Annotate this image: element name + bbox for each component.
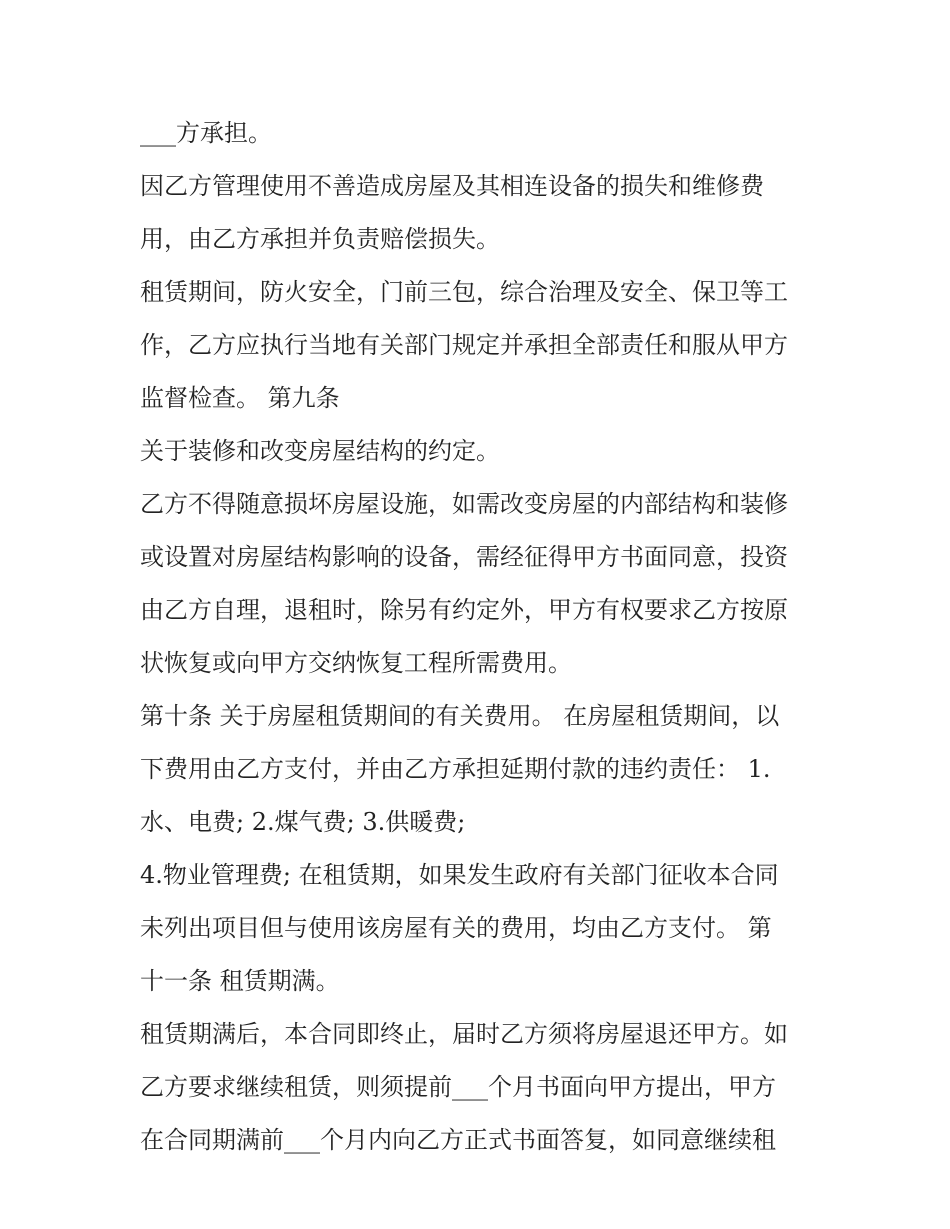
text-line: 因乙方管理使用不善造成房屋及其相连设备的损失和维修费 <box>140 172 764 200</box>
text-line: 用，由乙方承担并负责赔偿损失。 <box>140 225 500 253</box>
text-line: 租赁期间，防火安全，门前三包，综合治理及安全、保卫等工 <box>140 278 788 306</box>
text-line: 作，乙方应执行当地有关部门规定并承担全部责任和服从甲方 <box>140 331 788 359</box>
text-line: 乙方不得随意损坏房屋设施，如需改变房屋的内部结构和装修 <box>140 490 788 518</box>
text-line: 下费用由乙方支付，并由乙方承担延期付款的违约责任： 1. <box>140 755 771 783</box>
text-line: 第十条 关于房屋租赁期间的有关费用。 在房屋租赁期间，以 <box>140 702 780 730</box>
text-line: 水、电费; 2.煤气费; 3.供暖费; <box>140 808 466 836</box>
text-line: 监督检查。 第九条 <box>140 384 340 412</box>
text-line: 状恢复或向甲方交纳恢复工程所需费用。 <box>140 649 572 677</box>
text-line: 十一条 租赁期满。 <box>140 967 340 995</box>
text-line: 乙方要求继续租赁，则须提前___个月书面向甲方提出，甲方 <box>140 1073 776 1101</box>
text-line: 租赁期满后，本合同即终止，届时乙方须将房屋退还甲方。如 <box>140 1020 788 1048</box>
text-line: 在合同期满前___个月内向乙方正式书面答复，如同意继续租 <box>140 1126 776 1154</box>
text-line: 或设置对房屋结构影响的设备，需经征得甲方书面同意，投资 <box>140 543 788 571</box>
text-line: 未列出项目但与使用该房屋有关的费用，均由乙方支付。 第 <box>140 914 772 942</box>
contract-text <box>140 107 830 1167</box>
text-line: 4.物业管理费; 在租赁期，如果发生政府有关部门征收本合同 <box>140 861 779 889</box>
text-line: ___方承担。 <box>140 119 272 147</box>
text-line: 关于装修和改变房屋结构的约定。 <box>140 437 500 465</box>
text-line: 由乙方自理，退租时，除另有约定外，甲方有权要求乙方按原 <box>140 596 788 624</box>
